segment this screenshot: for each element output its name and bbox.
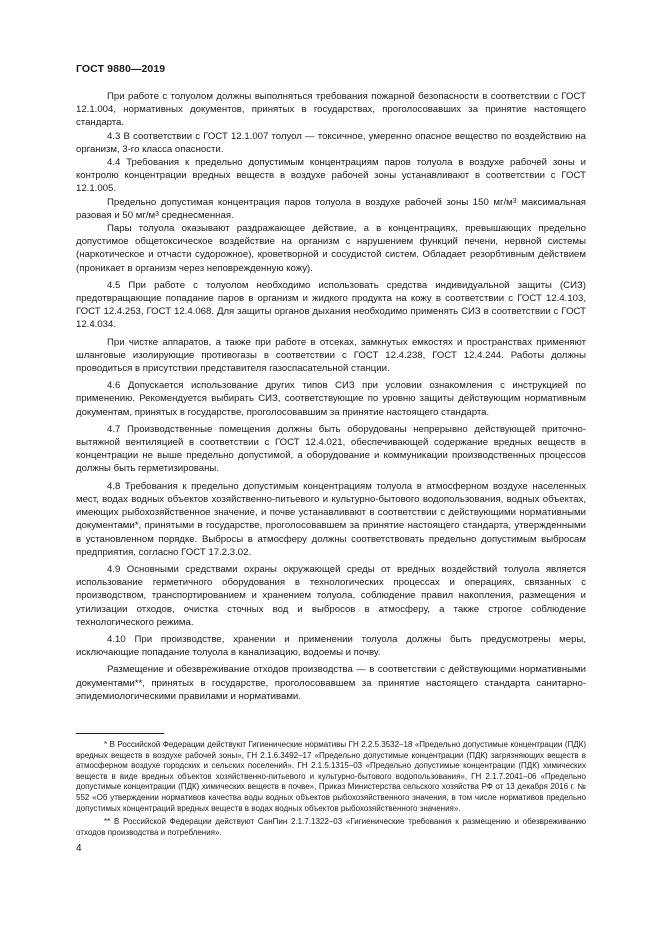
page-number: 4 bbox=[76, 843, 82, 854]
document-body bbox=[76, 90, 586, 703]
paragraph-4-3: 4.3 В соответствии с ГОСТ 12.1.007 толуол — токсичное, умеренно опасное вещество по воздействию на организм, 3-го класса опасности. bbox=[76, 130, 586, 155]
paragraph-4-6: 4.6 Допускается использование других типов СИЗ при условии ознакомления с инструкцией по применению. Рекомендуется выбирать СИЗ, соответствующие по уровню защиты действующим нормативным документам, принятых в государстве, проголосовавшим за принятие настоящего стандарта. bbox=[76, 380, 586, 418]
superscript-3: 3 bbox=[512, 197, 517, 205]
footnote-2: ** В Российской Федерации действуют СанПин 2.1.7.1322–03 «Гигиенические требования к размещению и обезвреживанию отходов производства и потребления». bbox=[76, 817, 586, 837]
paragraph-vapour-effects: Пары толуола оказывают раздражающее действие, а в концентрациях, превышающих предельно допустимое общетоксическое воздействие на организм с нарушением функций печени, нервной системы (наркотическое и отчасти судорожное), кроветворной и сосудистой систем. Обладает резорбтивным действием (проникает в организм через неповрежденную кожу). bbox=[76, 223, 586, 274]
concentration-text-b: максимальная разовая и 50 мг/м bbox=[76, 196, 586, 221]
paragraph-waste: Размещение и обезвреживание отходов производства — в соответствии с действующими нормативными документами**, принятых в государстве, проголосовавшем за принятие настоящего стандарта санитарно-эпидемиологическими правилами и нормативами. bbox=[76, 664, 586, 702]
paragraph-4-5: 4.5 При работе с толуолом необходимо использовать средства индивидуальной защиты (СИЗ) предотвращающие попадание паров в организм и жидкого продукта на кожу в соответствии с ГОСТ 12.4.103, ГОСТ 12.4.253, ГОСТ 12.4.068. Для защиты органов дыхания необходимо применять СИЗ в соответствии с ГОСТ 12.4.034. bbox=[76, 279, 586, 331]
paragraph-4-4: 4.4 Требования к предельно допустимым концентрациям паров толуола в воздухе рабочей зоны и контролю концентрации вредных веществ в воздухе рабочей зоны устанавливают в соответствии с ГОСТ 12.1.005. bbox=[76, 157, 586, 195]
paragraph-cleaning: При чистке аппаратов, а также при работе в отсеках, замкнутых емкостях и пространствах применяют шланговые изолирующие противогазы в соответствии с ГОСТ 12.4.238, ГОСТ 12.4.244. Работы должны проводиться в присутствии представителя газоспасательной станции. bbox=[76, 336, 586, 375]
footnote-divider bbox=[76, 733, 164, 734]
superscript-3: 3 bbox=[155, 210, 159, 218]
paragraph-4-7: 4.7 Производственные помещения должны быть оборудованы непрерывно действующей приточно-вытяжной вентиляцией в соответствии с ГОСТ 12.4.021, обеспечивающей содержание вредных веществ в концентрации не выше предельно допустимой, а оборудование и коммуникации производственных процессов должны быть герметизированы. bbox=[76, 423, 586, 475]
paragraph-fire-safety: При работе с толуолом должны выполняться требования пожарной безопасности в соответствии с ГОСТ 12.1.004, нормативных документов, принятых в государствах, проголосовавших за принятие настоящего стандарта. bbox=[76, 91, 586, 129]
paragraph-max-concentration bbox=[76, 196, 586, 222]
document-header: ГОСТ 9880—2019 bbox=[76, 63, 166, 75]
paragraph-4-10: 4.10 При производстве, хранении и применении толуола должны быть предусмотрены меры, исключающие попадание толуола в канализацию, водоемы и почву. bbox=[76, 633, 586, 659]
footnote-1: * В Российской Федерации действуют Гигиенические нормативы ГН 2.2.5.3532–18 «Предельно допустимые концентрации (ПДК) вредных веществ в воздухе рабочей зоны», ГН 2.1.6.3492–17 «Предельно допустимые концентрации (ПДК) загрязняющих веществ в атмосферном воздухе городских и сельских поселений». ГН 2.1.5.1315–03 «Предельно допустимые концентрации (ПДК) химических веществ в виде вредных объектов хозяйственно-питьевого и культурно-бытового водопользования», ГН 2.1.7.2041–06 «Предельно допустимые концентрации (ПДК) химических веществ в почве», Приказ Министерства сельского хозяйства РФ от 13 декабря 2016 г. № 552 «Об утверждении нормативов качества воды водных объектов рыбохозяйственного значения, в том числе нормативов предельно допустимых концентраций вредных веществ в водах водных объектов рыбохозяйственного значения». bbox=[76, 740, 586, 813]
concentration-text-c: среднесменная. bbox=[159, 209, 234, 221]
paragraph-4-9: 4.9 Основными средствами охраны окружающей среды от вредных воздействий толуола является использование герметичного оборудования в технологических процессах и операциях, связанных с производством, транспортированием и хранением толуола, соблюдение правил накопления, размещения и утилизации отходов, очистка сточных вод и выбросов в атмосферу, а также строгое соблюдение технологического режима. bbox=[76, 563, 586, 628]
paragraph-4-8: 4.8 Требования к предельно допустимым концентрациям толуола в атмосферном воздухе населенных мест, водах водных объектов хозяйственно-питьевого и культурно-бытового водопользования, водных объектах, имеющих рыбохозяйственное значение, и почве устанавливают в соответствии с действующими нормативными документами*, принятыми в государстве, проголосовавшем за принятие настоящего стандарта, утвержденными в установленном порядке. Выбросы в атмосферу должны соответствовать предельно допустимым выбросам предприятия, согласно ГОСТ 17.2.3.02. bbox=[76, 480, 586, 558]
footnotes bbox=[76, 740, 586, 838]
concentration-text-a: Предельно допустимая концентрация паров толуола в воздухе рабочей зоны 150 мг/м bbox=[107, 196, 513, 208]
